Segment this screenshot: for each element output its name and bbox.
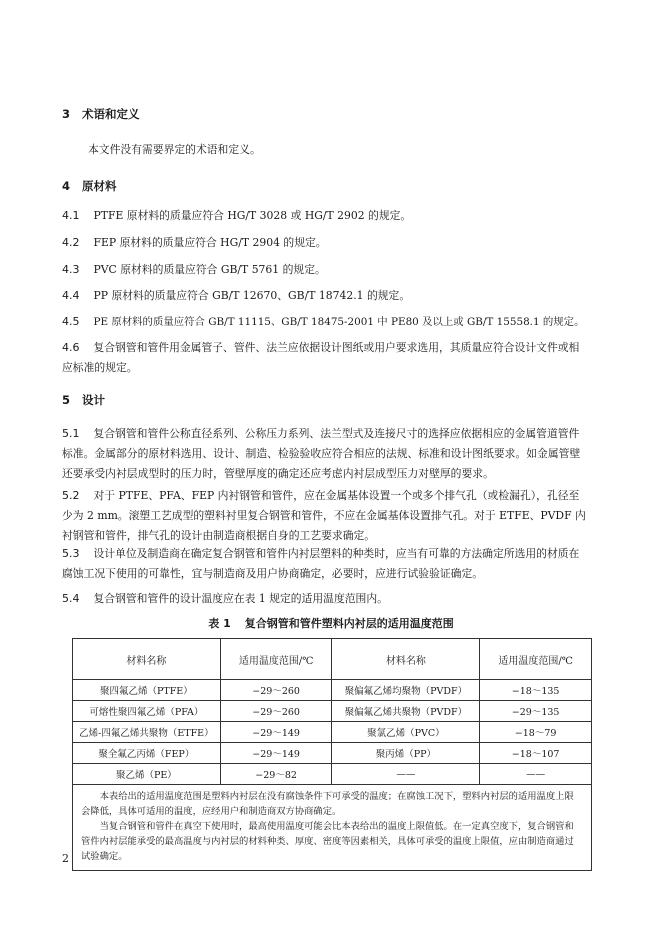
- column-header: 材料名称: [332, 639, 480, 680]
- table-note: [73, 785, 592, 871]
- table-note-row: [73, 785, 592, 871]
- temperature-table: [72, 638, 592, 871]
- table-cell: ——: [480, 764, 592, 785]
- column-header: 适用温度范围/℃: [220, 639, 332, 680]
- column-header: 材料名称: [73, 639, 221, 680]
- table-cell: 聚偏氟乙烯共聚物（PVDF）: [332, 701, 480, 722]
- column-header: 适用温度范围/℃: [480, 639, 592, 680]
- table-row: [73, 764, 592, 785]
- table-cell: 聚偏氟乙烯均聚物（PVDF）: [332, 680, 480, 701]
- table-row: [73, 743, 592, 764]
- table-row: [73, 680, 592, 701]
- table-cell: −29～149: [220, 722, 332, 743]
- clause-5-1: 5.1 复合钢管和管件公称直径系列、公称压力系列、法兰型式及连接尺寸的选择应依据相应的金属管道管件标准。金属部分的原材料选用、设计、制造、检验验收应符合相应的法规、标准和设计图纸要求。如金属管壁还要承受内衬层成型时的压力时，管壁厚度的确定还应考虑内衬层成型压力对壁厚的要求。: [62, 427, 581, 480]
- page-number: 2: [62, 852, 69, 865]
- table-row: [73, 701, 592, 722]
- clause-5-4: 5.4 复合钢管和管件的设计温度应在表 1 规定的适用温度范围内。: [62, 592, 388, 605]
- table-cell: 可熔性聚四氟乙烯（PFA）: [73, 701, 221, 722]
- clause-4-4: 4.4 PP 原材料的质量应符合 GB/T 12670、GB/T 18742.1 的规定。: [62, 289, 411, 302]
- table-title: 表 1 复合钢管和管件塑料内衬层的适用温度范围: [208, 617, 454, 630]
- table-cell: −29～260: [220, 701, 332, 722]
- clause-4-5: 4.5 PE 原材料的质量应符合 GB/T 11115、GB/T 18475-2001 中 PE80 及以上或 GB/T 15558.1 的规定。: [62, 315, 585, 328]
- table-cell: −29～82: [220, 764, 332, 785]
- clause-4-1: 4.1 PTFE 原材料的质量应符合 HG/T 3028 或 HG/T 2902 的规定。: [62, 209, 412, 222]
- table-cell: 聚氯乙烯（PVC）: [332, 722, 480, 743]
- clause-5-3: 5.3 设计单位及制造商在确定复合钢管和管件内衬层塑料的种类时，应当有可靠的方法确定所选用的材质在腐蚀工况下使用的可靠性，宜与制造商及用户协商确定，必要时，应进行试验验证确定。: [62, 547, 580, 580]
- table-cell: 乙烯-四氟乙烯共聚物（ETFE）: [73, 722, 221, 743]
- table-row: [73, 722, 592, 743]
- table-cell: −29～149: [220, 743, 332, 764]
- clause-4-2: 4.2 FEP 原材料的质量应符合 HG/T 2904 的规定。: [62, 236, 327, 249]
- table-note-1: 本表给出的适用温度范围是塑料内衬层在没有腐蚀条件下可承受的温度；在腐蚀工况下，塑料内衬层的适用温度上限会降低，具体可适用的温度，应经用户和制造商双方协商确定。: [81, 791, 574, 817]
- table-cell: 聚乙烯（PE）: [73, 764, 221, 785]
- table-cell: −29～135: [480, 701, 592, 722]
- table-cell: 聚丙烯（PP）: [332, 743, 480, 764]
- table-cell: 聚四氟乙烯（PTFE）: [73, 680, 221, 701]
- section-3-text: 本文件没有需要界定的术语和定义。: [88, 143, 261, 156]
- table-cell: −18～135: [480, 680, 592, 701]
- clause-4-6: 4.6 复合钢管和管件用金属管子、管件、法兰应依据设计图纸或用户要求选用，其质量应符合设计文件或相应标准的规定。: [62, 341, 580, 374]
- section-heading-5: 5 设计: [62, 393, 105, 407]
- clause-5-2: 5.2 对于 PTFE、PFA、FEP 内衬钢管和管件，应在金属基体设置一个或多个排气孔（或检漏孔），孔径至少为 2 mm。滚塑工艺成型的塑料衬里复合钢管和管件，不应在金属基体设置排气孔。对于 ETFE、PVDF 内衬钢管和管件，排气孔的设计由制造商根据自身的工艺要求确定。: [62, 489, 586, 542]
- table-cell: ——: [332, 764, 480, 785]
- section-heading-4: 4 原材料: [62, 179, 117, 193]
- clause-4-3: 4.3 PVC 原材料的质量应符合 GB/T 5761 的规定。: [62, 263, 326, 276]
- table-cell: −18～79: [480, 722, 592, 743]
- table-header-row: [73, 639, 592, 680]
- table-cell: −29～260: [220, 680, 332, 701]
- table-note-2: 当复合钢管和管件在真空下使用时，最高使用温度可能会比本表给出的温度上限值低。在一定真空度下，复合钢管和管件内衬层能承受的最高温度与内衬层的材料种类、厚度、密度等因素相关，具体可承受的温度上限值，应由制造商通过试验确定。: [81, 821, 574, 862]
- table-cell: 聚全氟乙丙烯（FEP）: [73, 743, 221, 764]
- table-cell: −18～107: [480, 743, 592, 764]
- section-heading-3: 3 术语和定义: [62, 107, 140, 121]
